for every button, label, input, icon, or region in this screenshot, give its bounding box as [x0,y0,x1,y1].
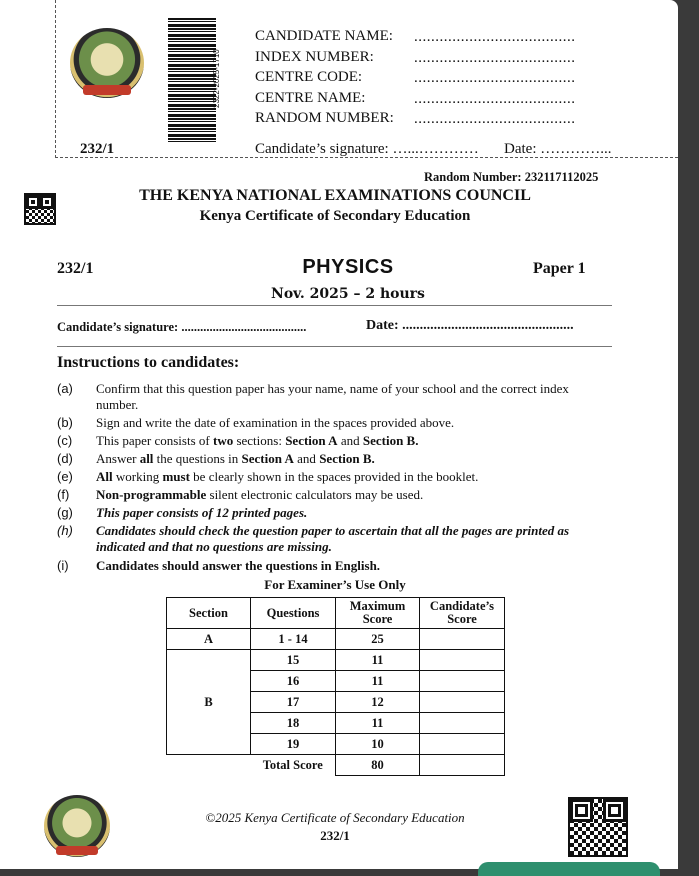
barcode [168,18,216,142]
section-a-score-cell[interactable] [420,629,505,650]
paper-code: 232/1 [57,260,94,277]
section-a-max: 25 [336,629,420,650]
score-cell[interactable] [420,734,505,755]
instruction-letter: (b) [57,415,73,430]
instruction-text: Confirm that this question paper has your name, name of your school and the correct index number. [96,381,569,412]
score-cell[interactable] [420,650,505,671]
field-label: CENTRE CODE: [255,69,363,85]
examiner-table [166,597,505,776]
instruction-text: This paper consists of 12 printed pages. [96,505,308,520]
instruction-text: Sign and write the date of examination in the spaces provided above. [96,415,455,430]
instruction-letter: (e) [57,469,73,484]
rule-1 [57,305,612,306]
floating-tab-button[interactable] [478,862,660,876]
q-cell: 18 [251,713,336,734]
field-input-line[interactable]: ...................................... [414,70,576,86]
instruction-letter: (a) [57,381,73,396]
header-section: Section [167,598,251,629]
field-label: CANDIDATE NAME: [255,28,393,44]
field-input-line[interactable]: ...................................... [414,90,576,107]
max-cell: 10 [336,734,420,755]
field-label: INDEX NUMBER: [255,48,374,65]
instruction-text: Non-programmable silent electronic calculators may be used. [96,487,424,502]
date-duration: Nov. 2025 – 2 hours [271,286,425,302]
header-questions: Questions [251,598,336,629]
knec-logo-top [70,28,144,98]
barcode-text: 2322-2025-1710 [212,49,221,108]
field-label: RANDOM NUMBER: [255,110,394,126]
score-cell[interactable] [420,671,505,692]
q-cell: 19 [251,734,336,755]
header-signature: Candidate’s signature: …...………… [255,141,479,157]
q-cell: 17 [251,692,336,713]
q-cell: 16 [251,671,336,692]
max-cell: 11 [336,713,420,734]
max-cell: 12 [336,692,420,713]
candidate-date: Date: ................................................. [366,318,574,333]
q-cell: 15 [251,650,336,671]
examiner-table-title: For Examiner’s Use Only [264,577,406,592]
instruction-letter: (i) [57,558,69,573]
field-input-line[interactable]: ...................................... [414,111,576,127]
rule-2 [57,346,612,347]
score-cell[interactable] [420,713,505,734]
score-cell[interactable] [420,692,505,713]
field-input-line[interactable]: ...................................... [414,49,576,66]
instructions-heading: Instructions to candidates: [57,354,240,371]
certificate-name: Kenya Certificate of Secondary Education [199,208,471,224]
instruction-letter: (d) [57,451,73,466]
field-input-line[interactable]: ...................................... [414,29,576,45]
cut-line-vertical [55,0,56,158]
random-number: Random Number: 232117112025 [424,170,599,184]
instruction-text: All working must be clearly shown in the spaces provided in the booklet. [96,469,479,484]
max-cell: 11 [336,671,420,692]
header-paper-code: 232/1 [80,141,115,157]
instruction-letter: (f) [57,487,70,502]
blank-cell [167,755,251,776]
qr-code-bottom [568,797,628,857]
candidate-signature: Candidate’s signature: ........................................ [57,320,307,334]
section-a-label: A [167,629,251,650]
subject-title: PHYSICS [302,256,394,278]
instruction-text: Candidates should answer the questions in English. [96,558,381,573]
instruction-text: Candidates should check the question paper to ascertain that all the pages are printed as indicated and that no questions are missing. [96,523,570,554]
instruction-letter: (h) [57,523,73,538]
total-value: 80 [336,755,420,776]
instruction-letter: (c) [57,433,73,448]
qr-code-top [24,193,56,225]
instruction-letter: (g) [57,505,73,520]
field-label: CENTRE NAME: [255,89,366,106]
council-name: THE KENYA NATIONAL EXAMINATIONS COUNCIL [139,187,531,204]
knec-logo-bottom [44,795,110,857]
header-candidate-score: Candidate’s Score [420,598,505,629]
total-score-cell[interactable] [420,755,505,776]
section-a-questions: 1 - 14 [251,629,336,650]
footer-copyright: ©2025 Kenya Certificate of Secondary Education [205,810,465,825]
max-cell: 11 [336,650,420,671]
total-label: Total Score [262,757,323,772]
footer-code: 232/1 [320,828,350,843]
instruction-text: This paper consists of two sections: Section A and Section B. [96,433,419,448]
header-max-score: Maximum Score [336,598,420,629]
header-date: Date: …………... [504,141,612,157]
paper-number: Paper 1 [533,260,586,277]
instruction-text: Answer all the questions in Section A and Section B. [96,451,375,466]
section-b-label: B [167,650,251,755]
